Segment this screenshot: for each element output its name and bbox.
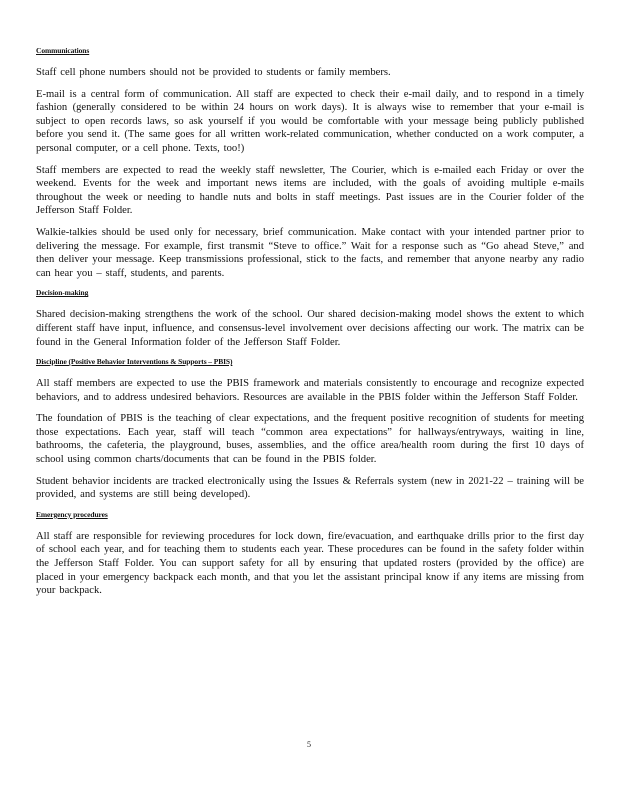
paragraph-cell-phones: Staff cell phone numbers should not be provided to students or family members. <box>36 67 391 78</box>
heading-decision-making: Decision-making <box>36 288 89 298</box>
heading-emergency-procedures: Emergency procedures <box>36 509 108 519</box>
paragraph-behavior-incidents: Student behavior incidents are tracked electronically using the Issues & Referrals system (new in 2021-22 – training will be provided, and systems are still being developed). <box>36 475 584 501</box>
heading-communications: Communications <box>36 46 90 55</box>
paragraph-newsletter: Staff members are expected to read the weekly staff newsletter, The Courier, which is e-mailed each Friday or over the weekend. Events for the week and important news items are included, with the goals of avoiding multiple e-mails throughout the week or needing to handle nuts and bolts in staff meetings. Past issues are in the Courier folder of the Jefferson Staff Folder. <box>36 164 584 217</box>
paragraph-emergency-procedures: All staff are responsible for reviewing procedures for lock down, fire/evacuation, and earthquake drills prior to the first day of school each year, and for teaching them to students each year. These procedures can be found in the safety folder within the Jefferson Staff Folder. You can support safety for all by ensuring that updated rosters (provided by the office) are placed in your emergency backpack each month, and that you let the assistant principal know if any items are missing from your backpack. <box>36 530 584 597</box>
paragraph-email: E-mail is a central form of communication. All staff are expected to check their e-mail daily, and to respond in a timely fashion (generally considered to be within 24 hours on work days). It is always wise to remember that your e-mail is subject to open records laws, so ask yourself if you would be comfortable with your message being publicly published before you send it. (The same goes for all written work-related communication, whether conducted on a work computer, a personal computer, or a cell phone. Texts, too!) <box>36 88 584 154</box>
paragraph-pbis-foundation: The foundation of PBIS is the teaching of clear expectations, and the frequent positive recognition of students for meeting those expectations. Each year, staff will teach “common area expectations” for hallways/entryways, waiting in line, bathrooms, the cafeteria, the playground, buses, assemblies, and the office area/health room during the first 10 days of school using common charts/documents that can be found in the PBIS folder. <box>36 413 584 466</box>
paragraph-walkie-talkies: Walkie-talkies should be used only for necessary, brief communication. Make contact with your intended partner prior to delivering the message. For example, first transmit “Steve to office.” Wait for a response such as “Go ahead Steve,” and then deliver your message. Keep transmissions professional, stick to the facts, and remember that anyone nearby any radio can hear you – staff, students, and parents. <box>36 226 584 279</box>
heading-discipline: Discipline (Positive Behavior Interventions & Supports – PBIS) <box>36 357 233 367</box>
paragraph-shared-decision-making: Shared decision-making strengthens the work of the school. Our shared decision-making model shows the extent to which different staff have input, influence, and consensus-level involvement over decisions affecting our work. The matrix can be found in the General Information folder of the Jefferson Staff Folder. <box>36 309 584 348</box>
page-number: 5 <box>307 740 311 749</box>
paragraph-pbis-framework: All staff members are expected to use the PBIS framework and materials consistently to encourage and recognize expected behaviors, and to address undesired behaviors. Resources are available in the PBIS folder within the Jefferson Staff Folder. <box>36 378 584 403</box>
page-content <box>36 46 584 606</box>
